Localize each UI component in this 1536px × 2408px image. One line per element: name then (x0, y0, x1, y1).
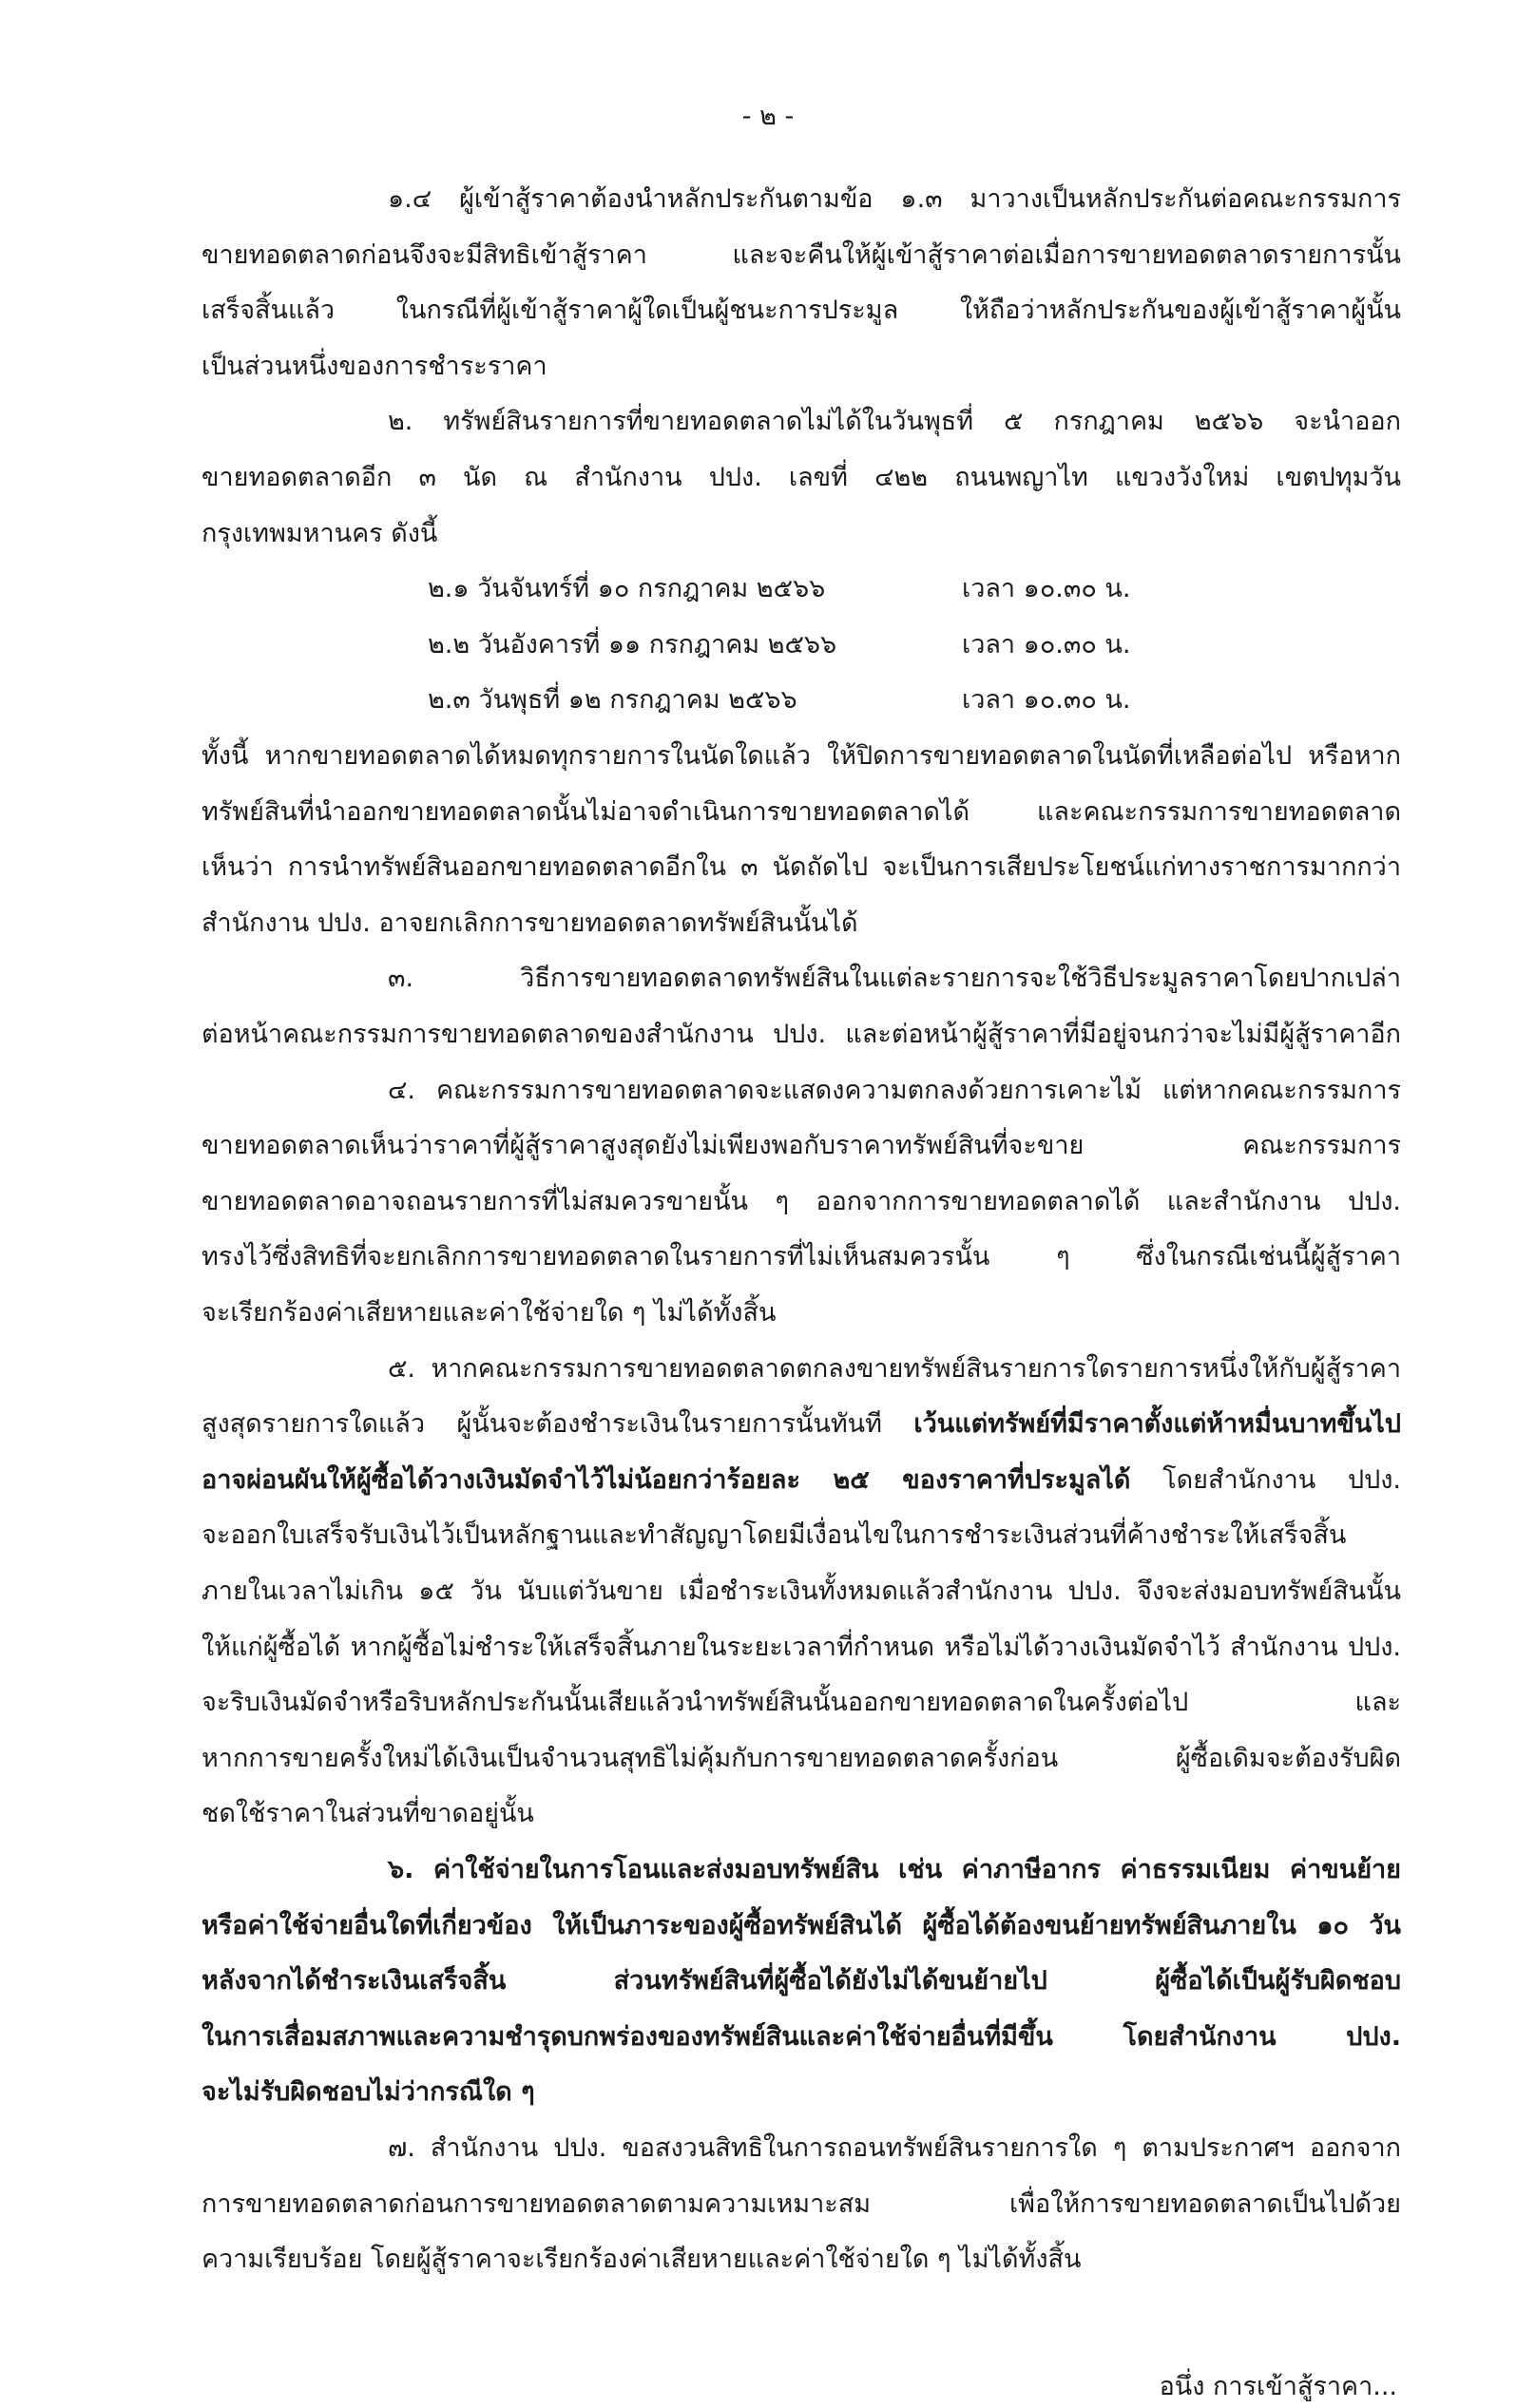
schedule-item: ๒.๓ วันพุธที่ ๑๒ กรกฎาคม ๒๕๖๖ (428, 685, 797, 715)
para-6-line: ๖. ค่าใช้จ่ายในการโอนและส่งมอบทรัพย์สิน เช่น ค่าภาษีอากร ค่าธรรมเนียม ค่าขนย้าย (388, 1855, 1401, 1884)
para-5-text: สูงสุดรายการใดแล้ว ผู้นั้นจะต้องชำระเงินในรายการนั้นทันที (202, 1409, 914, 1439)
para-4-line: จะเรียกร้องค่าเสียหายและค่าใช้จ่ายใด ๆ ไม่ได้ทั้งสิ้น (202, 1298, 777, 1328)
para-2-line: ๒. ทรัพย์สินรายการที่ขายทอดตลาดไม่ได้ในวันพุธที่ ๕ กรกฎาคม ๒๕๖๖ จะนำออก (388, 407, 1401, 436)
para-7-line: ๗. สำนักงาน ปปง. ขอสงวนสิทธิในการถอนทรัพย์สินรายการใด ๆ ตามประกาศฯ ออกจาก (388, 2133, 1401, 2163)
para-3-line: ต่อหน้าคณะกรรมการขายทอดตลาดของสำนักงาน ปปง. และต่อหน้าผู้สู้ราคาที่มีอยู่จนกว่าจะไม่มีผู้สู้ราคาอีก (202, 1020, 1401, 1049)
para-5-emphasis: เว้นแต่ทรัพย์ที่มีราคาตั้งแต่ห้าหมื่นบาทขึ้นไป (913, 1409, 1401, 1439)
para-4-line: ๔. คณะกรรมการขายทอดตลาดจะแสดงความตกลงด้วยการเคาะไม้ แต่หากคณะกรรมการ (388, 1076, 1401, 1105)
para-3-line: ๓. วิธีการขายทอดตลาดทรัพย์สินในแต่ละรายการจะใช้วิธีประมูลราคาโดยปากเปล่า (388, 964, 1401, 993)
page-number: - ๒ - (741, 102, 795, 131)
para-5-line (202, 1460, 1401, 1501)
para-5-line: หากการขายครั้งใหม่ได้เงินเป็นจำนวนสุทธิไม่คุ้มกับการขายทอดตลาดครั้งก่อน ผู้ซื้อเดิมจะต้องรับผิด (202, 1744, 1401, 1773)
para-6-line: จะไม่รับผิดชอบไม่ว่ากรณีใด ๆ (202, 2077, 535, 2107)
para-5-line: จะออกใบเสร็จรับเงินไว้เป็นหลักฐานและทำสัญญาโดยมีเงื่อนไขในการชำระเงินส่วนที่ค้างชำระให้เสร็จสิ้น (202, 1520, 1347, 1550)
para-1-4-line: เป็นส่วนหนึ่งของการชำระราคา (202, 352, 547, 381)
para-6-line: หลังจากได้ชำระเงินเสร็จสิ้น ส่วนทรัพย์สินที่ผู้ซื้อได้ยังไม่ได้ขนย้ายไป ผู้ซื้อได้เป็นผู้รับผิดชอบ (202, 1966, 1401, 1996)
continuation-footer: อนึ่ง การเข้าสู้ราคา... (1159, 2372, 1397, 2401)
para-5-line: จะริบเงินมัดจำหรือริบหลักประกันนั้นเสียแล้วนำทรัพย์สินนั้นออกขายทอดตลาดในครั้งต่อไป และ (202, 1688, 1401, 1717)
schedule-time: เวลา ๑๐.๓๐ น. (962, 630, 1131, 659)
schedule-time: เวลา ๑๐.๓๐ น. (962, 574, 1131, 603)
para-2-line: ขายทอดตลาดอีก ๓ นัด ณ สำนักงาน ปปง. เลขที่ ๔๒๒ ถนนพญาไท แขวงวังใหม่ เขตปทุมวัน (202, 463, 1401, 492)
para-1-4-line: เสร็จสิ้นแล้ว ในกรณีที่ผู้เข้าสู้ราคาผู้ใดเป็นผู้ชนะการประมูล ให้ถือว่าหลักประกันของผู้เข้าสู้ราคาผู้นั้น (202, 296, 1401, 325)
para-6-line: หรือค่าใช้จ่ายอื่นใดที่เกี่ยวข้อง ให้เป็นภาระของผู้ซื้อทรัพย์สินได้ ผู้ซื้อได้ต้องขนย้ายทรัพย์สินภายใน ๑๐ วัน (202, 1911, 1401, 1940)
para-5-line: ภายในเวลาไม่เกิน ๑๕ วัน นับแต่วันขาย เมื่อชำระเงินทั้งหมดแล้วสำนักงาน ปปง. จึงจะส่งมอบทรัพย์สินนั้น (202, 1577, 1401, 1606)
para-4-line: ขายทอดตลาดเห็นว่าราคาที่ผู้สู้ราคาสูงสุดยังไม่เพียงพอกับราคาทรัพย์สินที่จะขาย คณะกรรมการ (202, 1131, 1401, 1160)
para-2-line: กรุงเทพมหานคร ดังนี้ (202, 519, 438, 548)
para-5-text: โดยสำนักงาน ปปง. (1130, 1465, 1401, 1495)
para-5-line (202, 1404, 1401, 1445)
para-2-note-line: สำนักงาน ปปง. อาจยกเลิกการขายทอดตลาดทรัพย์สินนั้นได้ (202, 908, 858, 938)
para-5-emphasis: อาจผ่อนผันให้ผู้ซื้อได้วางเงินมัดจำไว้ไม่น้อยกว่าร้อยละ ๒๕ ของราคาที่ประมูลได้ (202, 1465, 1131, 1495)
para-5-line: ให้แก่ผู้ซื้อได้ หากผู้ซื้อไม่ชำระให้เสร็จสิ้นภายในระยะเวลาที่กำหนด หรือไม่ได้วางเงินมัดจำไว้ สำนักงาน ปปง. (202, 1633, 1401, 1662)
schedule-time: เวลา ๑๐.๓๐ น. (962, 685, 1131, 715)
para-6-line: ในการเสื่อมสภาพและความชำรุดบกพร่องของทรัพย์สินและค่าใช้จ่ายอื่นที่มีขึ้น โดยสำนักงาน ปปง. (202, 2022, 1401, 2052)
para-7-line: การขายทอดตลาดก่อนการขายทอดตลาดตามความเหมาะสม เพื่อให้การขายทอดตลาดเป็นไปด้วย (202, 2189, 1401, 2219)
para-1-4-line: ๑.๔ ผู้เข้าสู้ราคาต้องนำหลักประกันตามข้อ ๑.๓ มาวางเป็นหลักประกันต่อคณะกรรมการ (388, 184, 1401, 214)
para-4-line: ทรงไว้ซึ่งสิทธิที่จะยกเลิกการขายทอดตลาดในรายการที่ไม่เห็นสมควรนั้น ๆ ซึ่งในกรณีเช่นนี้ผู้สู้ราคา (202, 1242, 1401, 1271)
para-5-line: ๕. หากคณะกรรมการขายทอดตลาดตกลงขายทรัพย์สินรายการใดรายการหนึ่งให้กับผู้สู้ราคา (388, 1354, 1401, 1384)
para-2-note-line: ทรัพย์สินที่นำออกขายทอดตลาดนั้นไม่อาจดำเนินการขายทอดตลาดได้ และคณะกรรมการขายทอดตลาด (202, 797, 1401, 827)
para-5-line: ชดใช้ราคาในส่วนที่ขาดอยู่นั้น (202, 1799, 534, 1828)
para-1-4-line: ขายทอดตลาดก่อนจึงจะมีสิทธิเข้าสู้ราคา และจะคืนให้ผู้เข้าสู้ราคาต่อเมื่อการขายทอดตลาดรายการนั้น (202, 240, 1401, 270)
schedule-item: ๒.๑ วันจันทร์ที่ ๑๐ กรกฎาคม ๒๕๖๖ (428, 574, 826, 603)
para-2-note-line: เห็นว่า การนำทรัพย์สินออกขายทอดตลาดอีกใน ๓ นัดถัดไป จะเป็นการเสียประโยชน์แก่ทางราชการมากกว่า (202, 852, 1401, 882)
para-7-line: ความเรียบร้อย โดยผู้สู้ราคาจะเรียกร้องค่าเสียหายและค่าใช้จ่ายใด ๆ ไม่ได้ทั้งสิ้น (202, 2245, 1082, 2274)
schedule-item: ๒.๒ วันอังคารที่ ๑๑ กรกฎาคม ๒๕๖๖ (428, 630, 837, 659)
para-2-note-line: ทั้งนี้ หากขายทอดตลาดได้หมดทุกรายการในนัดใดแล้ว ให้ปิดการขายทอดตลาดในนัดที่เหลือต่อไป หรือหาก (202, 741, 1401, 771)
para-4-line: ขายทอดตลาดอาจถอนรายการที่ไม่สมควรขายนั้น ๆ ออกจากการขายทอดตลาดได้ และสำนักงาน ปปง. (202, 1187, 1401, 1216)
